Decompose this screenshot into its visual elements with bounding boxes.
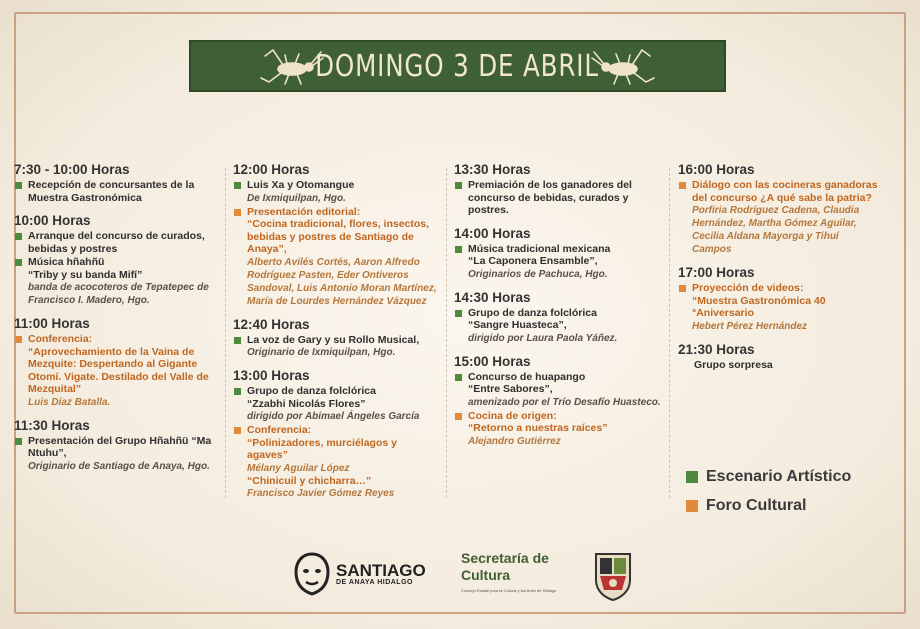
time-heading: 13:00 Horas [233,368,310,383]
event-item: Diálogo con las cocineras ganadoras del concurso ¿A qué sabe la patria? Porfiria Rodríguez Cadena, Claudia Hernández, Martha Gómez Aguilar, Cecilia Aldana Mayorga y Tihuí Campos [678,179,878,256]
time-heading: 16:00 Horas [678,162,755,177]
green-bullet-icon [234,388,241,395]
event-detail: banda de acocoteros de Tepatepec de Francisco I. Madero, Hgo. [28,282,209,306]
orange-bullet-icon [679,285,686,292]
green-bullet-icon [15,259,22,266]
event-item: Proyección de videos: “Muestra Gastronómica 40 °Aniversario Hebert Pérez Hernández [678,282,878,333]
date-banner [189,40,726,92]
event-item: Recepción de concursantes de la Muestra Gastronómica [14,179,219,204]
event-detail: Originario de Santiago de Anaya, Hgo. [28,460,210,472]
event-item: Música hñahñü “Triby y su banda Mifí” banda de acocoteros de Tepatepec de Francisco I. Madero, Hgo. [14,256,219,307]
time-heading: 21:30 Horas [678,341,755,357]
seal-icon [592,550,634,602]
event-detail: dirigido por Abimael Ángeles García [247,411,420,422]
orange-bullet-icon [234,427,241,434]
legend-item-orange: Foro Cultural [686,497,851,515]
green-bullet-icon [455,374,462,381]
event-item: Concurso de huapango “Entre Sabores”, amenizado por el Trío Desafío Huasteco. [454,371,664,409]
green-bullet-icon [15,438,22,445]
event-detail: De Ixmiquilpan, Hgo. [247,192,346,204]
time-heading: 11:00 Horas [14,316,90,331]
event-detail: dirigido por Laura Paola Yáñez. [468,332,618,344]
schedule-column-2 [233,160,438,501]
event-detail: Luis Díaz Batalla. [28,396,111,408]
event-item: Luis Xa y Otomangue De Ixmiquilpan, Hgo. [233,179,438,205]
orange-bullet-icon [455,413,462,420]
event-detail: Mélany Aguilar López [247,462,350,474]
column-divider [669,168,670,498]
green-bullet-icon [234,337,241,344]
time-heading: 12:00 Horas [233,162,310,177]
event-item: La voz de Gary y su Rollo Musical, Originario de Ixmiquilpan, Hgo. [233,334,438,360]
green-square-icon [686,471,698,483]
event-item: Conferencia: “Aprovechamiento de la Vaina de Mezquite: Despertando al Gigante Otomí. Vigate. Destilado del Valle de Mezquital” Luis Díaz Batalla. [14,333,219,409]
schedule-column-1 [14,160,219,474]
orange-bullet-icon [234,209,241,216]
time-heading: 15:00 Horas [454,353,531,369]
santiago-logo: SANTIAGO DE ANAYA HIDALGO [292,552,426,596]
cultura-logo: Secretaría de Cultura Consejo Estatal para la Cultura y las Artes de Hidalgo [461,550,557,593]
event-detail: Originario de Ixmiquilpan, Hgo. [247,347,396,358]
column-divider [225,168,226,498]
time-heading: 7:30 - 10:00 Horas [14,162,130,177]
green-bullet-icon [234,182,241,189]
legend [686,468,851,526]
time-heading: 14:30 Horas [454,289,531,305]
green-bullet-icon [455,182,462,189]
green-bullet-icon [455,310,462,317]
schedule-column-3 [454,160,664,449]
mask-icon [292,552,332,596]
event-item: Presentación editorial: “Cocina tradicional, flores, insectos, bebidas y postres de Santiago de Anaya”, Alberto Avilés Cortés, Aaron Alfredo Rodríguez Pasten, Eder Ontiveros Sandoval, Luis Antonio Moran Martínez, María de Lourdes Hernández Vázquez [233,206,438,308]
orange-bullet-icon [15,336,22,343]
time-heading: 12:40 Horas [233,316,310,332]
time-heading: 13:30 Horas [454,162,531,177]
event-item: Premiación de los ganadores del concurso de bebidas, curados y postres. [454,179,664,217]
orange-bullet-icon [679,182,686,189]
event-item: Música tradicional mexicana “La Caponera Ensamble”, Originarios de Pachuca, Hgo. [454,243,664,281]
event-item: Arranque del concurso de curados, bebidas y postres [14,230,219,255]
event-detail: Originarios de Pachuca, Hgo. [468,268,608,280]
green-bullet-icon [15,182,22,189]
legend-item-green: Escenario Artístico [686,468,851,486]
event-item: Grupo de danza folclórica “Zzabhi Nicolás Flores” dirigido por Abimael Ángeles García [233,385,438,423]
time-heading: 10:00 Horas [14,213,91,228]
schedule-column-4 [678,160,878,372]
event-detail: Alberto Avilés Cortés, Aaron Alfredo Rodríguez Pasten, Eder Ontiveros Sandoval, Luis Antonio Moran Martínez, María de Lourdes Hernández Vázquez [247,256,437,307]
event-detail: Alejandro Gutiérrez [468,435,561,447]
event-item: Grupo de danza folclórica “Sangre Huasteca”, dirigido por Laura Paola Yáñez. [454,307,664,345]
orange-square-icon [686,500,698,512]
time-heading: 17:00 Horas [678,265,755,280]
event-item: Conferencia: “Polinizadores, murciélagos y agaves” Mélany Aguilar López “Chinicuil y chicharra…” Francisco Javier Gómez Reyes [233,424,438,500]
event-item: Presentación del Grupo Hñahñü “Ma Ntuhu”, Originario de Santiago de Anaya, Hgo. [14,435,219,473]
event-item: Cocina de origen: “Retorno a nuestras raíces” Alejandro Gutiérrez [454,410,664,448]
grasshopper-icon [590,46,656,88]
footer-logos [0,548,920,608]
event-detail: Francisco Javier Gómez Reyes [247,488,395,499]
green-bullet-icon [15,233,22,240]
event-detail: amenizado por el Trío Desafío Huasteco. [468,396,661,408]
time-heading: 14:00 Horas [454,225,531,241]
page-title: DOMINGO 3 DE ABRIL [315,48,600,84]
event-detail: Hebert Pérez Hernández [692,320,808,332]
event-detail: Porfiria Rodríguez Cadena, Claudia Hernández, Martha Gómez Aguilar, Cecilia Aldana Mayorga y Tihuí Campos [692,205,860,255]
time-heading: 11:30 Horas [14,417,90,433]
event-item: Grupo sorpresa [694,358,773,371]
column-divider [446,168,447,498]
green-bullet-icon [455,246,462,253]
